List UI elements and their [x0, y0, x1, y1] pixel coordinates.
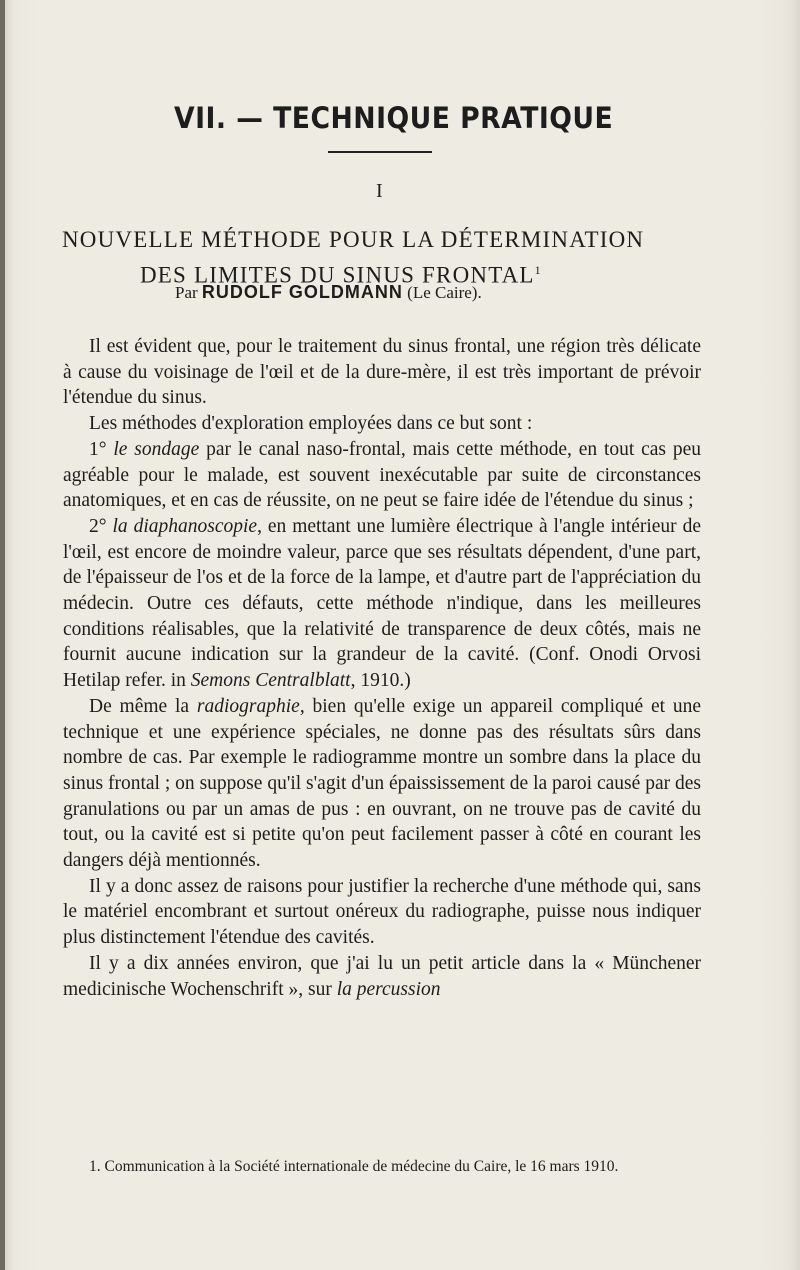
- paragraph-3-term: le sondage: [113, 438, 200, 460]
- paragraph-4-term: la diaphanoscopie: [112, 515, 258, 537]
- paragraph-4-number: 2°: [89, 515, 113, 537]
- paragraph-3-text: par le canal naso-frontal, mais cette méthode, en tout cas peu agréable pour le malade, est souvent inexécutable par suite de circonstances anatomiques, et en cas de réussite, on ne peut se faire idée de l'étendue du sinus ;: [63, 438, 701, 512]
- paragraph-7-text: Il y a dix années environ, que j'ai lu un petit article dans la « Münchener medicinische Wochenschrift », sur: [63, 952, 701, 1000]
- footnote: [63, 1157, 701, 1177]
- article-body: [63, 334, 701, 1002]
- author-name: RUDOLF GOLDMANN: [201, 282, 403, 302]
- paragraph-5-term: radiographie: [196, 695, 300, 717]
- paragraph-7: [63, 951, 701, 1002]
- footnote-text: 1. Communication à la Société internationale de médecine du Caire, le 16 mars 1910.: [89, 1158, 619, 1175]
- paragraph-5: [63, 694, 701, 874]
- paragraph-1: Il est évident que, pour le traitement du sinus frontal, une région très délicate à cause du voisinage de l'œil et de la dure-mère, il est très important de prévoir l'étendue du sinus.: [63, 336, 701, 409]
- article-number: I: [376, 180, 383, 202]
- paragraph-6: Il y a donc assez de raisons pour justifier la recherche d'une méthode qui, sans le matériel encombrant et surtout onéreux du radiographe, puisse nous indiquer plus distinctement l'étendue des cavités.: [63, 875, 701, 949]
- byline: [175, 282, 482, 303]
- author-location: (Le Caire).: [407, 283, 482, 302]
- title-footnote-mark: 1: [534, 263, 542, 277]
- section-heading: VII. — TECHNIQUE PRATIQUE: [174, 101, 614, 135]
- paragraph-5-start: De même la: [89, 695, 197, 717]
- paragraph-4-end: , 1910.): [350, 670, 411, 692]
- article-title: [62, 224, 714, 291]
- paragraph-4-citation: Semons Centralblatt: [190, 670, 351, 692]
- page-binding-edge: [0, 0, 5, 1270]
- paragraph-7-term: la percussion: [336, 978, 441, 1000]
- byline-prefix: Par: [175, 283, 198, 302]
- paragraph-4: [63, 514, 701, 694]
- article-title-line-2-text: DES LIMITES DU SINUS FRONTAL: [140, 262, 535, 288]
- paragraph-3-number: 1°: [89, 438, 114, 460]
- paragraph-4-text: , en mettant une lumière électrique à l'angle intérieur de l'œil, est encore de moindre valeur, parce que ses résultats dépendent, d'une part, de l'épaisseur de l'os et de la force de la lampe, et d'autre part de l'appréciation du médecin. Outre ces défauts, cette méthode n'indique, dans les meilleures conditions réalisables, que la relativité de transparence de deux côtés, mais ne fournit aucune indication sur la grandeur de la cavité. (Conf. Onodi Orvosi Hetilap refer. in: [63, 515, 701, 692]
- heading-rule: [328, 151, 432, 153]
- article-title-line-1: NOUVELLE MÉTHODE POUR LA DÉTERMINATION: [62, 227, 645, 252]
- paragraph-5-text: , bien qu'elle exige un appareil compliqué et une technique et une expérience spéciales, ne donne pas des résultats sûrs dans nombre de cas. Par exemple le radiogramme montre un sombre dans la place du sinus frontal ; on suppose qu'il s'agit d'un épaississement de la paroi causé par des granulations ou par un amas de pus : en ouvrant, on ne trouve pas de cavité du tout, ou la cavité est si petite qu'on peut facilement passer à côté en courant les dangers déjà mentionnés.: [63, 695, 701, 872]
- paragraph-2: Les méthodes d'exploration employées dans ce but sont :: [89, 413, 533, 435]
- paragraph-3: [63, 437, 701, 514]
